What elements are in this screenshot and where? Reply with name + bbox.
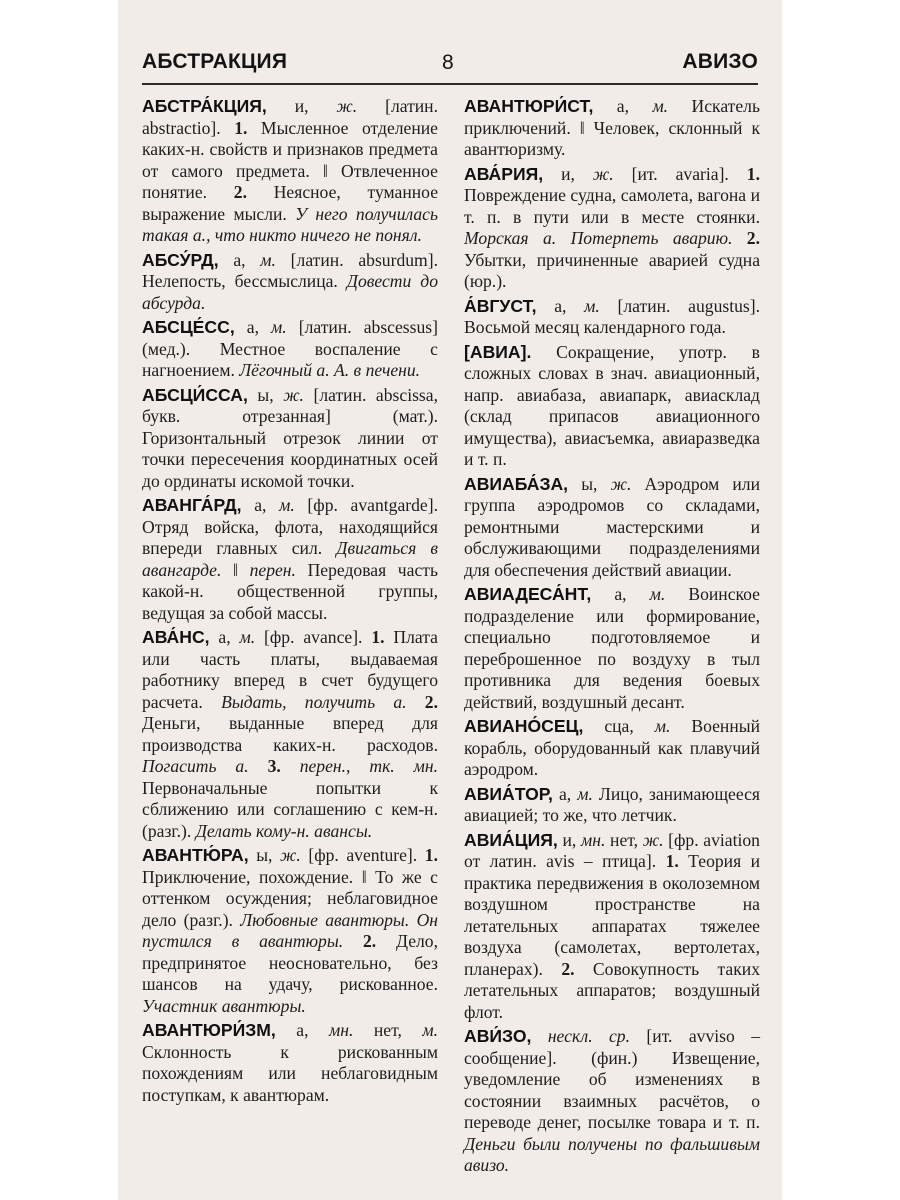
entry-text	[464, 296, 760, 339]
sense-number: 2.	[746, 228, 760, 248]
entry-headword: АБСЦИ́ССА,	[142, 384, 248, 405]
entry-text	[464, 784, 760, 827]
grammar-label: м.	[652, 96, 669, 116]
entry-definition-text: а,	[209, 627, 240, 647]
entry-definition-text: а,	[234, 317, 272, 337]
entry-text	[464, 830, 760, 1024]
entry-definition-text: Совокупность таких летательных аппаратов; воздушный флот.	[464, 958, 761, 1022]
right-column	[464, 96, 760, 1180]
sense-number: 1.	[665, 851, 679, 871]
grammar-label: м.	[279, 495, 295, 515]
dictionary-entry	[464, 474, 760, 582]
entry-definition-text: Деньги, выданные вперед для производства каких-н. расходов.	[142, 713, 438, 755]
dictionary-entry	[464, 1026, 760, 1177]
entry-definition-text: и,	[266, 96, 337, 116]
grammar-label: ж.	[336, 96, 358, 116]
grammar-label: перен.	[249, 559, 296, 580]
entry-headword: АБСТРА́КЦИЯ,	[142, 96, 267, 116]
grammar-label: м.	[584, 295, 600, 316]
dictionary-entry	[142, 627, 438, 842]
grammar-label: мн.	[329, 1020, 354, 1040]
usage-example: Довести до абсурда.	[142, 271, 438, 313]
entry-text	[464, 584, 760, 713]
entry-text	[464, 96, 760, 161]
entry-definition-text: [латин. augustus]. Восьмой месяц календарного года.	[464, 295, 760, 337]
dictionary-entry	[464, 716, 760, 781]
grammar-label: ж.	[280, 845, 301, 865]
entry-definition-text: Убытки, причиненные аварией судна (юр.).	[464, 249, 760, 291]
grammar-label: ж.	[283, 384, 304, 405]
dictionary-entry	[142, 1020, 438, 1106]
sense-number: 2.	[424, 691, 438, 712]
grammar-label: мн.	[580, 829, 606, 850]
entry-definition-text	[732, 228, 746, 248]
entry-headword: АБСУ́РД,	[142, 249, 219, 270]
entry-headword: АВИ́ЗО,	[464, 1026, 532, 1046]
entry-definition-text: а,	[552, 783, 578, 804]
grammar-label: м.	[577, 783, 593, 804]
entry-definition-text	[531, 1026, 547, 1046]
entry-text	[142, 1020, 438, 1106]
entry-definition-text: ы,	[568, 473, 611, 494]
entry-text	[142, 627, 438, 842]
entry-text	[464, 474, 760, 582]
usage-example: Выдать, получить а.	[221, 691, 407, 712]
entry-definition-text: Склонность к рискованным похождениям или неблаговидным поступкам, к авантюрам.	[142, 1041, 438, 1105]
entry-definition-text: нет,	[605, 829, 643, 850]
dictionary-entry	[142, 250, 438, 315]
grammar-label: ж.	[592, 163, 614, 184]
entry-headword: А́ВГУСТ,	[464, 295, 537, 316]
usage-example: Делать кому-н. авансы.	[195, 820, 373, 841]
grammar-label: нескл. ср.	[547, 1026, 631, 1046]
entry-definition-text: а,	[591, 584, 650, 604]
entry-definition-text: и,	[557, 829, 581, 850]
sense-number: 2.	[362, 931, 377, 951]
dictionary-entry	[142, 96, 438, 247]
entry-definition-text: Теория и практика передвижения в околоземном воздушном пространстве на летательных аппаратах тяжелее воздуха (самолетах, вертолетах, планерах).	[464, 851, 761, 979]
entry-definition-text: а,	[275, 1020, 329, 1040]
grammar-label: м.	[239, 627, 256, 647]
entry-definition-text: [латин. abstractio].	[142, 96, 438, 138]
grammar-label: перен., тк. мн.	[299, 756, 438, 776]
entry-definition-text	[407, 692, 425, 712]
entry-headword: АВА́НС,	[142, 627, 210, 647]
entry-definition-text: Мысленное отделение каких-н. свойств и признаков предмета от самого предмета. ‖ Отвлеченное понятие.	[142, 117, 438, 202]
entry-definition-text: нет,	[353, 1020, 423, 1040]
entry-definition-text: а,	[218, 249, 261, 270]
grammar-label: м.	[649, 584, 666, 604]
grammar-label: м.	[271, 317, 287, 337]
entry-definition-text	[281, 756, 300, 776]
entry-definition-text: и,	[543, 163, 593, 184]
entry-definition-text	[249, 756, 268, 776]
grammar-label: ж.	[642, 829, 664, 850]
dictionary-entry	[142, 845, 438, 1017]
entry-definition-text: Дело, предпринятое неосновательно, без шансов на удачу, рискованное.	[142, 931, 438, 994]
usage-example: Деньги были получены по фальшивым авизо.	[464, 1133, 760, 1175]
entry-headword: АВИА́ЦИЯ,	[464, 829, 558, 850]
entry-headword: [АВИА].	[464, 341, 532, 362]
entry-text	[142, 845, 438, 1017]
entry-definition-text: [латин. abscessus] (мед.). Местное воспаление с нагноением.	[142, 317, 438, 380]
entry-headword: АВАНТЮРИ́ЗМ,	[142, 1020, 276, 1040]
entry-definition-text: Военный корабль, оборудованный как плавучий аэродром.	[464, 716, 760, 779]
entry-text	[464, 716, 760, 781]
entry-headword: АВАНТЮ́РА,	[142, 845, 249, 865]
entry-text	[142, 250, 438, 315]
dictionary-entry	[464, 296, 760, 339]
entry-headword: АВА́РИЯ,	[464, 163, 544, 184]
dictionary-entry	[142, 385, 438, 493]
entry-definition-text: Передовая часть какой-н. общественной группы, ведущая за собой массы.	[142, 559, 438, 623]
grammar-label: м.	[654, 716, 671, 736]
entry-definition-text: [латин. abscissa, букв. отрезанная] (мат.). Горизонтальный отрезок линии от точки пересечения координатных осей до ординаты искомой точки.	[142, 384, 438, 491]
entry-definition-text: Сокращение, употр. в сложных словах в знач. авиационный, напр. авиабаза, авиапарк, авиасклад (склад припасов авиационного имущества), авиасъемка, авиаразведка и т. п.	[464, 341, 760, 469]
entry-definition-text: ы,	[248, 845, 280, 865]
grammar-label: м.	[260, 249, 276, 270]
running-head-first-word: АБСТРАКЦИЯ	[142, 50, 288, 73]
entry-headword: АВАНТЮРИ́СТ,	[464, 96, 594, 116]
left-column	[142, 96, 438, 1109]
dictionary-entry	[464, 96, 760, 161]
entry-definition-text: [латин. absurdum]. Нелепость, бессмыслица.	[142, 249, 438, 291]
grammar-label: ж.	[610, 473, 632, 494]
entry-definition-text: Неясное, туманное выражение мысли.	[142, 182, 439, 224]
entry-definition-text: [фр. avance].	[255, 627, 372, 647]
usage-example: Морская а. Потерпеть аварию.	[464, 228, 733, 248]
running-head	[142, 50, 758, 84]
dictionary-entry	[464, 164, 760, 293]
entry-definition-text: ы,	[247, 384, 284, 405]
entry-definition-text: [фр. avantgarde]. Отряд войска, флота, находящийся впереди главных сил.	[142, 495, 438, 558]
entry-headword: АВИА́ТОР,	[464, 783, 553, 804]
sense-number: 1.	[424, 845, 438, 865]
entry-definition-text	[343, 931, 363, 951]
dictionary-entry	[464, 584, 760, 713]
entry-definition-text: сца,	[583, 716, 655, 736]
entry-text	[142, 385, 438, 493]
entry-text	[142, 495, 438, 624]
sense-number: 2.	[233, 182, 247, 202]
entry-text	[464, 1026, 760, 1177]
sense-number: 1.	[746, 163, 760, 184]
sense-number: 2.	[561, 958, 575, 979]
usage-example: Участник авантюры.	[142, 995, 306, 1016]
entry-definition-text: [ит. avviso – сообщение]. (фин.) Извещение, уведомление об изменениях в состоянии взаимных расчётов, о переводе денег, посылке товара и т. п.	[464, 1026, 760, 1132]
entry-text	[464, 164, 760, 293]
usage-example: Лёгочный а. А. в печени.	[239, 360, 421, 380]
entry-headword: АВАНГА́РД,	[142, 495, 242, 515]
entry-definition-text: Лицо, занимающееся авиацией; то же, что летчик.	[464, 783, 760, 825]
entry-text	[142, 96, 438, 247]
usage-example: Двигаться в авангарде.	[142, 538, 439, 580]
sense-number: 1.	[234, 117, 248, 138]
dictionary-entry	[464, 784, 760, 827]
entry-definition-text: Воинское подразделение или формирование, специально подготовляемое и переброшенное по воздуху в тыл противника для ведения боевых действий, воздушный десант.	[464, 584, 760, 712]
entry-definition-text: Первоначальные попытки к сближению или соглашению с кем-н. (разг.).	[142, 777, 438, 841]
entry-definition-text: Аэродром или группа аэродромов со складами, ремонтными мастерскими и обслуживающими подразделениями для обеспечения действий авиации.	[464, 473, 760, 580]
dictionary-entry	[142, 495, 438, 624]
entry-definition-text: Искатель приключений. ‖ Человек, склонный к авантюризму.	[464, 96, 760, 159]
usage-example: Погасить а.	[142, 756, 249, 776]
dictionary-entry	[142, 317, 438, 382]
entry-definition-text: а,	[536, 295, 585, 316]
entry-text	[464, 342, 760, 471]
entry-definition-text: [ит. avaria].	[613, 163, 747, 184]
entry-definition-text: [фр. aventure].	[300, 845, 425, 865]
entry-headword: АВИАДЕСА́НТ,	[464, 584, 592, 604]
entry-definition-text: [фр. aviation от латин. avis – птица].	[464, 829, 760, 871]
page-number: 8	[442, 51, 454, 74]
dictionary-entry	[464, 342, 760, 471]
running-head-last-word: АВИЗО	[682, 50, 758, 73]
dictionary-entry	[464, 830, 760, 1024]
header-rule	[142, 83, 758, 85]
grammar-label: м.	[422, 1020, 438, 1040]
entry-headword: АБСЦЕ́СС,	[142, 317, 235, 337]
entry-definition-text: Плата или часть платы, выдаваемая работнику вперед в счет будущего расчета.	[142, 627, 438, 712]
entry-text	[142, 317, 438, 382]
entry-headword: АВИАБА́ЗА,	[464, 473, 569, 494]
sense-number: 3.	[267, 756, 281, 776]
entry-definition-text: Приключение, похождение. ‖ То же с оттенком осуждения; неблаговидное дело (разг.).	[142, 866, 438, 930]
entry-headword: АВИАНО́СЕЦ,	[464, 716, 584, 736]
entry-definition-text: а,	[593, 96, 653, 116]
sense-number: 1.	[371, 627, 385, 647]
usage-example: Любовные авантюры. Он пустился в авантюры.	[142, 909, 438, 951]
entry-definition-text: Повреждение судна, самолета, вагона и т. п. в пути или в месте стоянки.	[464, 185, 760, 227]
entry-definition-text: ‖	[221, 559, 250, 580]
usage-example: У него получилась такая а., что никто ничего не понял.	[142, 203, 438, 245]
entry-definition-text: а,	[241, 495, 280, 515]
